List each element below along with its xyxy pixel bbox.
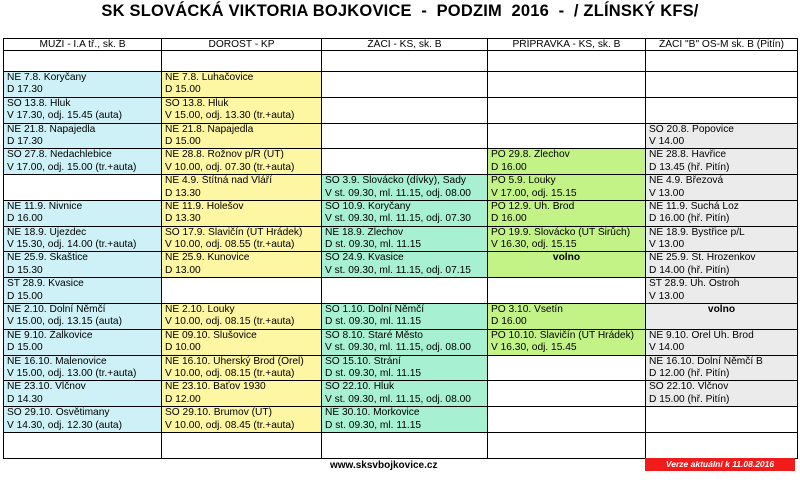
match-venue-time: D 16.00 [491,316,527,328]
table-row [4,149,798,175]
match-date-opponent: NE 23.10. Baťov 1930 [165,381,266,393]
match-date-opponent: NE 16.10. Malenovice [7,355,107,367]
match-date-opponent: NE 25.9. Skaštice [7,252,88,264]
match-date-opponent: NE 2.10. Louky [165,304,235,316]
empty-cell [322,278,488,304]
match-cell-pripravka [488,329,646,355]
empty-cell [488,355,646,381]
match-date-opponent: SO 24.9. Kvasice [325,252,404,264]
match-date-opponent: NE 2.10. Dolní Němčí [7,304,106,316]
match-venue-time: D 14.00 (hř. Pitín) [649,264,730,276]
match-cell-dorost [162,72,322,98]
match-date-opponent: SO 29.10. Osvětimany [7,407,110,419]
match-cell-pripravka [488,226,646,252]
match-venue-time: D st. 09.30, ml. 11.15 [325,316,422,328]
empty-cell [322,72,488,98]
match-date-opponent: ST 28.9. Kvasice [7,278,84,290]
match-cell-muzi [4,381,162,407]
match-date-opponent: NE 18.9. Bystřice p/L [649,226,745,238]
empty-cell [4,432,162,458]
match-cell-dorost [162,329,322,355]
match-cell-zaci [322,329,488,355]
schedule-body [4,72,798,459]
match-venue-time: D 10.00 [165,342,201,354]
match-cell-zaci [322,407,488,433]
match-venue-time: D 17.30 [7,135,43,147]
match-cell-pripravka [488,304,646,330]
free-label: volno [552,252,581,264]
match-venue-time: D 15.00 [7,342,43,354]
match-cell-muzi [4,200,162,226]
match-venue-time: D 15.00 (hř. Pitín) [649,393,730,405]
spacer-cell [488,51,646,72]
empty-cell [322,432,488,458]
match-cell-muzi [4,72,162,98]
match-cell-zaci-b [646,278,798,304]
match-cell-zaci [322,200,488,226]
match-cell-zaci-b [646,304,798,330]
match-venue-time: D 15.00 [7,290,43,302]
empty-cell [162,432,322,458]
match-date-opponent: NE 21.8. Napajedla [165,123,254,135]
match-date-opponent: SO 1.10. Dolní Němčí [325,304,425,316]
match-venue-time: V 13.00 [649,290,685,302]
match-date-opponent: NE 30.10. Morkovice [325,407,420,419]
match-venue-time: V st. 09.30, ml. 11.15, odj. 07.15 [325,264,471,276]
spacer-cell [4,51,162,72]
header-row [4,39,798,51]
match-date-opponent: SO 3.9. Slovácko (dívky), Sady [325,175,466,187]
match-cell-muzi [4,226,162,252]
match-cell-zaci [322,381,488,407]
match-venue-time: V 10.00, odj. 08.15 (tr.+auta) [165,367,295,379]
match-date-opponent: NE 16.10. Dolní Němčí B [649,355,763,367]
match-venue-time: V 17.00, odj. 15.15 [491,187,577,199]
match-venue-time: D 15.00 [165,135,201,147]
empty-cell [488,407,646,433]
match-venue-time: D 15.30 [7,264,43,276]
match-cell-zaci-b [646,252,798,278]
match-date-opponent: SO 15.10. Strání [325,355,401,367]
match-cell-pripravka [488,149,646,175]
match-cell-muzi [4,407,162,433]
match-venue-time: V 16.30, odj. 15.45 [491,342,577,354]
version-badge: Verze aktuální k 11.08.2016 [645,458,795,471]
match-cell-zaci-b [646,381,798,407]
match-date-opponent: NE 7.8. Luhačovice [165,72,254,83]
match-venue-time: D st. 09.30, ml. 11.15 [325,239,422,251]
match-venue-time: V 17.30, odj. 15.45 (auta) [7,110,122,122]
match-cell-zaci-b [646,329,798,355]
match-date-opponent: NE 28.8. Rožnov p/R (UT) [165,149,284,161]
table-row [4,123,798,149]
match-date-opponent: PO 5.9. Louky [491,175,556,187]
table-row [4,355,798,381]
match-cell-pripravka [488,175,646,201]
match-cell-muzi [4,97,162,123]
match-date-opponent: NE 9.10. Žalkovice [7,329,93,341]
match-date-opponent: PO 29.8. Zlechov [491,149,570,161]
match-date-opponent: SO 22.10. Hluk [325,381,395,393]
match-venue-time: D 15.00 [165,84,201,96]
match-date-opponent: NE 21.8. Napajedla [7,123,96,135]
empty-cell [322,97,488,123]
empty-cell [488,278,646,304]
match-venue-time: V 14.00 [649,135,685,147]
match-venue-time: V st. 09.30, ml. 11.15, odj. 08.00 [325,187,471,199]
spacer-row [4,51,798,72]
match-date-opponent: NE 18.9. Újezdec [7,226,87,238]
empty-cell [646,97,798,123]
column-header-zaci: ŽÁCI - KS, sk. B [322,39,488,51]
match-date-opponent: NE 16.10. Uherský Brod (Orel) [165,355,304,367]
match-cell-pripravka [488,200,646,226]
table-row [4,226,798,252]
match-date-opponent: NE 28.8. Havřice [649,149,727,161]
empty-cell [488,381,646,407]
website-url[interactable]: www.sksvbojkovice.cz [330,460,438,471]
empty-cell [646,432,798,458]
match-cell-dorost [162,149,322,175]
match-cell-zaci-b [646,175,798,201]
match-cell-muzi [4,123,162,149]
match-venue-time: V st. 09.30, ml. 11.15, odj. 07.30 [325,213,471,225]
match-date-opponent: NE 7.8. Koryčany [7,72,87,83]
empty-cell [322,149,488,175]
match-venue-time: V 10.00, odj. 08.45 (tr.+auta) [165,419,295,431]
empty-cell [322,123,488,149]
match-date-opponent: SO 27.8. Nedachlebice [7,149,112,161]
match-date-opponent: NE 4.9. Štítná nad Vláří [165,175,273,187]
match-cell-pripravka [488,252,646,278]
match-venue-time: V st. 09.30, ml. 11.15, odj. 08.00 [325,393,471,405]
match-venue-time: D 12.00 (hř. Pitín) [649,367,730,379]
match-date-opponent: NE 4.9. Březová [649,175,724,187]
match-date-opponent: NE 11.9. Suchá Loz [649,200,739,212]
table-row [4,407,798,433]
match-cell-zaci [322,355,488,381]
match-venue-time: V 10.00, odj. 07.30 (tr.+auta) [165,161,295,173]
match-cell-dorost [162,407,322,433]
match-cell-zaci [322,252,488,278]
match-date-opponent: NE 18.9. Zlechov [325,226,404,238]
match-venue-time: V 13.00 [649,187,685,199]
match-venue-time: D 16.00 [491,213,527,225]
match-cell-muzi [4,149,162,175]
match-venue-time: D 16.00 [491,161,527,173]
table-row [4,175,798,201]
match-date-opponent: NE 11.9. Nivnice [7,200,83,212]
match-cell-dorost [162,252,322,278]
match-date-opponent: SO 20.8. Popovice [649,123,734,135]
match-date-opponent: NE 23.10. Vlčnov [7,381,86,393]
match-cell-muzi [4,329,162,355]
page-title: SK SLOVÁCKÁ VIKTORIA BOJKOVICE - PODZIM 2016 - / ZLÍNSKÝ KFS/ [101,2,699,20]
column-header-muzi: MUŽI - I.A tř., sk. B [4,39,162,51]
match-venue-time: V 15.30, odj. 14.00 (tr.+auta) [7,239,137,251]
match-venue-time: V 15.00, odj. 13.00 (tr.+auta) [7,367,137,379]
match-date-opponent: NE 25.9. Kunovice [165,252,250,264]
match-venue-time: D 14.30 [7,393,43,405]
match-cell-muzi [4,278,162,304]
table-row [4,432,798,458]
match-date-opponent: PO 3.10. Vsetín [491,304,563,316]
match-venue-time: D 13.45 (hř. Pitín) [649,161,730,173]
column-header-pripravka: PŘÍPRAVKA - KS, sk. B [488,39,646,51]
match-venue-time: V 17.00, odj. 15.00 (tr.+auta) [7,161,137,173]
column-header-zaci-b: ŽÁCI "B" OS-M sk. B (Pitín) [646,39,798,51]
match-venue-time: D st. 09.30, ml. 11.15 [325,419,422,431]
match-date-opponent: SO 17.9. Slavičín (UT Hrádek) [165,226,303,238]
match-date-opponent: SO 10.9. Koryčany [325,200,411,212]
match-venue-time: V 15.00, odj. 13.30 (tr.+auta) [165,110,295,122]
empty-cell [4,175,162,201]
match-cell-muzi [4,304,162,330]
spacer-cell [162,51,322,72]
table-row [4,97,798,123]
empty-cell [488,432,646,458]
match-venue-time: D 13.30 [165,213,201,225]
match-date-opponent: NE 25.9. St. Hrozenkov [649,252,756,264]
match-cell-zaci-b [646,355,798,381]
match-cell-dorost [162,97,322,123]
empty-cell [488,123,646,149]
column-header-dorost: DOROST - KP [162,39,322,51]
match-cell-muzi [4,355,162,381]
match-cell-dorost [162,200,322,226]
match-cell-dorost [162,226,322,252]
match-venue-time: V st. 09.30, ml. 11.15, odj. 08.00 [325,342,471,354]
match-cell-dorost [162,175,322,201]
match-date-opponent: ST 28.9. Uh. Ostroh [649,278,740,290]
empty-cell [646,72,798,98]
match-date-opponent: SO 22.10. Vlčnov [649,381,729,393]
match-cell-muzi [4,252,162,278]
match-date-opponent: SO 8.10. Staré Město [325,329,423,341]
match-date-opponent: PO 10.10. Slavičín (UT Hrádek) [491,329,635,341]
empty-cell [162,278,322,304]
match-venue-time: D 16.00 (hř. Pitín) [649,213,730,225]
match-venue-time: D 13.00 [165,264,201,276]
table-row [4,304,798,330]
match-cell-dorost [162,381,322,407]
match-venue-time: V 13.00 [649,239,685,251]
match-cell-dorost [162,355,322,381]
spacer-cell [322,51,488,72]
match-venue-time: V 16.30, odj. 15.15 [491,239,577,251]
match-cell-dorost [162,123,322,149]
table-row [4,252,798,278]
match-cell-zaci [322,226,488,252]
match-venue-time: D 13.30 [165,187,201,199]
match-venue-time: D 16.00 [7,213,43,225]
empty-cell [488,72,646,98]
match-date-opponent: NE 9.10. Orel Uh. Brod [649,329,754,341]
match-venue-time: V 15.00, odj. 13.15 (auta) [7,316,122,328]
match-cell-zaci-b [646,149,798,175]
match-date-opponent: PO 19.9. Slovácko (UT Širůch) [491,226,631,238]
match-date-opponent: NE 09.10. Slušovice [165,329,257,341]
match-cell-zaci-b [646,200,798,226]
match-venue-time: D 12.00 [165,393,201,405]
match-cell-zaci-b [646,226,798,252]
table-row [4,200,798,226]
free-label: volno [707,304,736,316]
match-venue-time: D st. 09.30, ml. 11.15 [325,367,422,379]
spacer-cell [646,51,798,72]
match-cell-zaci [322,175,488,201]
table-row [4,278,798,304]
match-date-opponent: SO 29.10. Brumov (UT) [165,407,272,419]
match-date-opponent: PO 12.9. Uh. Brod [491,200,575,212]
match-venue-time: D 17.30 [7,84,43,96]
match-venue-time: V 10.00, odj. 08.15 (tr.+auta) [165,316,295,328]
empty-cell [646,407,798,433]
match-venue-time: V 10.00, odj. 08.55 (tr.+auta) [165,239,295,251]
table-row [4,381,798,407]
match-cell-zaci [322,304,488,330]
match-cell-zaci-b [646,123,798,149]
schedule-table [3,38,798,459]
match-date-opponent: SO 13.8. Hluk [165,97,229,109]
match-cell-dorost [162,304,322,330]
table-row [4,72,798,98]
match-venue-time: V 14.30, odj. 12.30 (auta) [7,419,122,431]
table-row [4,329,798,355]
match-venue-time: V 14.00 [649,342,685,354]
empty-cell [488,97,646,123]
match-date-opponent: SO 13.8. Hluk [7,97,71,109]
match-date-opponent: NE 11.9. Holešov [165,200,244,212]
